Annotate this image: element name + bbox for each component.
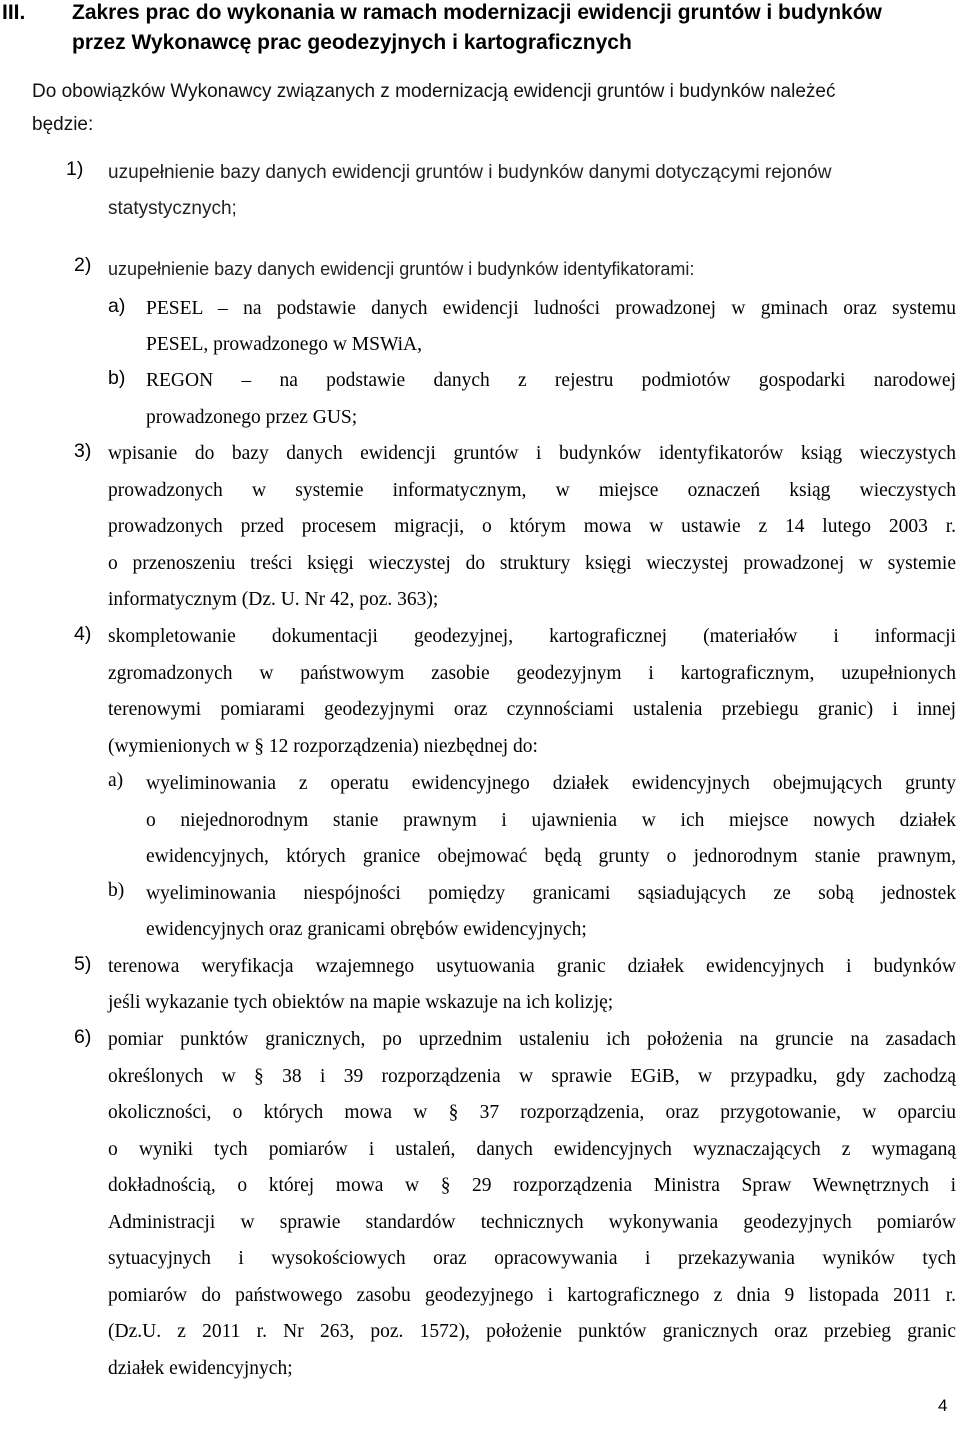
- list-line: terenowa weryfikacja wzajemnego usytuowania granic działek ewidencyjnych i budynków: [108, 956, 956, 977]
- list-line: ewidencyjnych oraz granicami obrębów ewidencyjnych;: [146, 919, 587, 940]
- list-line: pomiarów do państwowego zasobu geodezyjnego i kartograficznego z dnia 9 listopada 2011 r.: [108, 1285, 956, 1306]
- list-line: pomiar punktów granicznych, po uprzednim ustaleniu ich położenia na gruncie na zasadach: [108, 1029, 956, 1050]
- list-line: zgromadzonych w państwowym zasobie geodezyjnym i kartograficznym, uzupełnionych: [108, 663, 956, 684]
- sublist-letter: b): [108, 880, 125, 901]
- sublist-letter: b): [108, 367, 126, 389]
- list-line: informatycznym (Dz. U. Nr 42, poz. 363);: [108, 589, 439, 610]
- list-line: skompletowanie dokumentacji geodezyjnej, kartograficznej (materiałów i informacji: [108, 626, 956, 647]
- list-number: 5): [74, 953, 92, 975]
- intro-line: Do obowiązków Wykonawcy związanych z modernizacją ewidencji gruntów i budynków należeć: [32, 81, 836, 102]
- list-number: 1): [66, 158, 84, 180]
- list-line: terenowymi pomiarami geodezyjnymi oraz czynnościami ustalenia przebiegu granic) i innej: [108, 699, 956, 720]
- list-line: statystycznych;: [108, 198, 237, 219]
- section-title-line: Zakres prac do wykonania w ramach modernizacji ewidencji gruntów i budynków: [72, 1, 882, 24]
- list-line: prowadzonych przed procesem migracji, o którym mowa w ustawie z 14 lutego 2003 r.: [108, 516, 956, 537]
- list-line: określonych w § 38 i 39 rozporządzenia w sprawie EGiB, w przypadku, gdy zachodzą: [108, 1066, 956, 1087]
- section-number: III.: [2, 1, 26, 24]
- intro-paragraph: [32, 75, 958, 141]
- list-line: dokładnością, o której mowa w § 29 rozporządzenia Ministra Spraw Wewnętrznych i: [108, 1175, 956, 1196]
- list-number: 6): [74, 1026, 92, 1048]
- list-line: okoliczności, o których mowa w § 37 rozporządzenia, oraz przygotowanie, w oparciu: [108, 1102, 956, 1123]
- sublist-letter: a): [108, 295, 126, 317]
- list-line: ewidencyjnych, których granice obejmować będą grunty o jednorodnym stanie prawnym,: [146, 846, 956, 867]
- list-line: uzupełnienie bazy danych ewidencji gruntów i budynków identyfikatorami:: [108, 259, 695, 279]
- list-line: wyeliminowania niespójności pomiędzy granicami sąsiadujących ze sobą jednostek: [146, 883, 956, 904]
- list-line: prowadzonego przez GUS;: [146, 407, 358, 428]
- list-line: o przenoszeniu treści księgi wieczystej do struktury księgi wieczystej prowadzonej w systemie: [108, 553, 956, 574]
- intro-line: będzie:: [32, 114, 94, 135]
- list-number: 2): [74, 254, 92, 276]
- list-line: Administracji w sprawie standardów technicznych wykonywania geodezyjnych pomiarów: [108, 1212, 956, 1233]
- list-line: sytuacyjnych i wysokościowych oraz opracowywania i przekazywania wyników tych: [108, 1248, 956, 1269]
- list-line: (Dz.U. z 2011 r. Nr 263, poz. 1572), położenie punktów granicznych oraz przebieg granic: [108, 1321, 956, 1342]
- list-line: jeśli wykazanie tych obiektów na mapie wskazuje na ich kolizję;: [108, 992, 614, 1013]
- list-line: prowadzonych w systemie informatycznym, w miejsce oznaczeń ksiąg wieczystych: [108, 480, 956, 501]
- list-line: wpisanie do bazy danych ewidencji gruntów i budynków identyfikatorów ksiąg wieczystych: [108, 443, 956, 464]
- list-line: PESEL, prowadzonego w MSWiA,: [146, 334, 422, 355]
- list-number: 3): [74, 440, 92, 462]
- list-line: (wymienionych w § 12 rozporządzenia) niezbędnej do:: [108, 736, 538, 757]
- page-number: 4: [938, 1396, 948, 1415]
- list-line: o wyniki tych pomiarów i ustaleń, danych ewidencyjnych wyznaczających z wymaganą: [108, 1139, 956, 1160]
- section-title: [72, 0, 958, 58]
- list-line: wyeliminowania z operatu ewidencyjnego działek ewidencyjnych obejmujących grunty: [146, 773, 956, 794]
- list-line: REGON – na podstawie danych z rejestru podmiotów gospodarki narodowej: [146, 370, 956, 391]
- list-line: uzupełnienie bazy danych ewidencji gruntów i budynków danymi dotyczącymi rejonów: [108, 162, 832, 183]
- list-number: 4): [74, 623, 92, 645]
- sublist-letter: a): [108, 770, 124, 791]
- list-line: o niejednorodnym stanie prawnym i ujawnienia w ich miejsce nowych działek: [146, 810, 956, 831]
- section-title-line: przez Wykonawcę prac geodezyjnych i kartograficznych: [72, 31, 632, 54]
- list-line: PESEL – na podstawie danych ewidencji ludności prowadzonej w gminach oraz systemu: [146, 298, 956, 319]
- list-line: działek ewidencyjnych;: [108, 1358, 293, 1379]
